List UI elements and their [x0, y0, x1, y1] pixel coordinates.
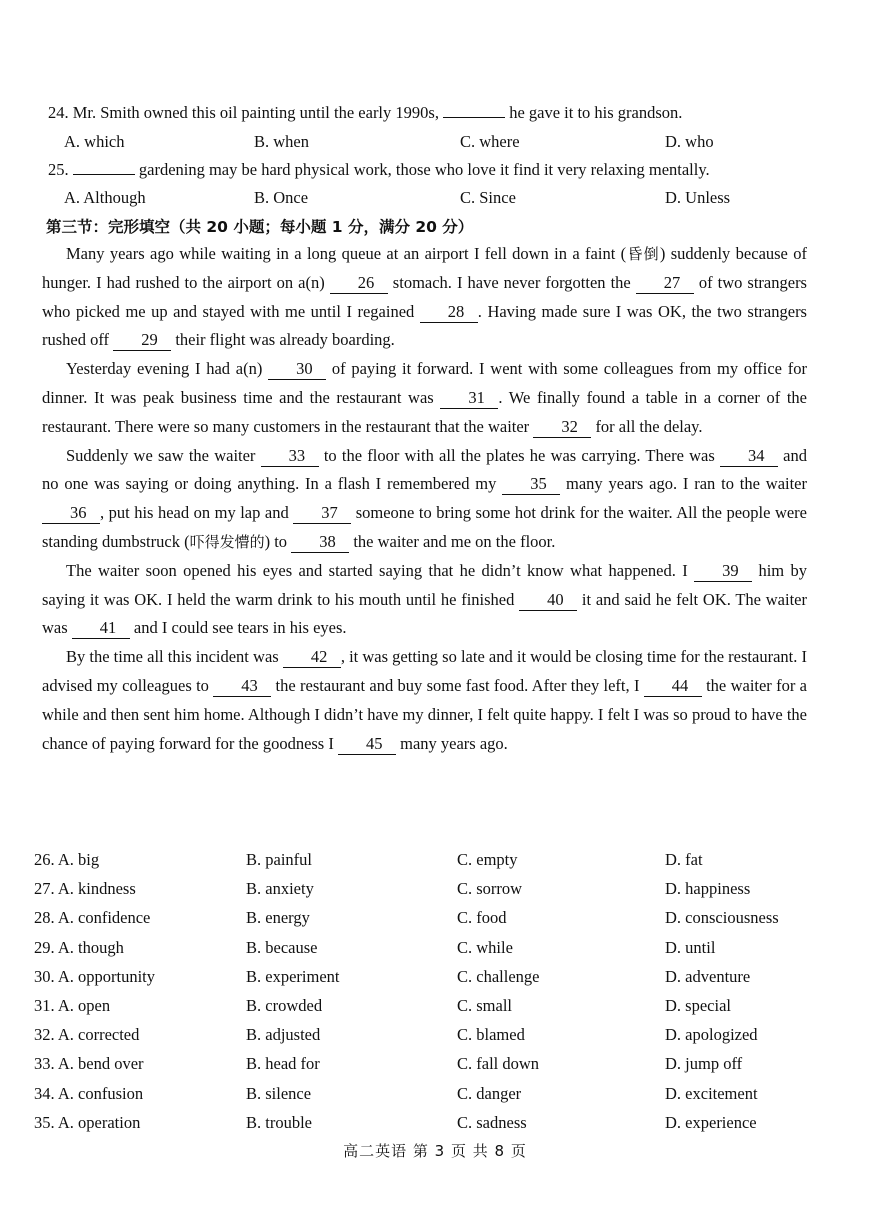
option-c: C. fall down — [457, 1054, 540, 1074]
option-c: C. small — [457, 995, 513, 1015]
blank-31: 31 — [440, 388, 498, 409]
question-24 — [48, 99, 828, 128]
p2-text: of paying it forward. I went with some colleagues from my office for dinner. It was peak business time and the restaurant was — [42, 359, 807, 407]
option-d: D. apologized — [665, 1025, 758, 1045]
paragraph-5 — [42, 643, 807, 758]
option-a: 27. A. kindness — [34, 879, 136, 899]
p3-text: someone to bring some hot drink for the waiter. All the people were standing dumbstruck ( — [42, 503, 807, 551]
option-b: B. experiment — [246, 966, 340, 986]
q25-stem-a: 25. — [48, 160, 69, 179]
blank-27: 27 — [636, 273, 694, 294]
option-b: B. crowded — [246, 995, 323, 1015]
option-a: 33. A. bend over — [34, 1054, 144, 1074]
option-b: B. because — [246, 937, 318, 957]
blank-28: 28 — [420, 302, 478, 323]
q25-options — [64, 184, 824, 212]
q24-options — [64, 128, 824, 156]
q24-blank — [443, 99, 505, 118]
p3-text: , put his head on my lap and — [100, 503, 294, 523]
option-row-27 — [34, 875, 824, 904]
cloze-options — [34, 846, 824, 1138]
option-a: 26. A. big — [34, 850, 100, 869]
p1-text: Many years ago while waiting in a long queue at an airport I fell down in a faint ( — [66, 244, 627, 263]
option-d: D. experience — [665, 1112, 757, 1132]
p5-text: , it was getting so late and it would be closing time for the restaurant. I advised my colleagues to — [42, 647, 807, 695]
option-d: D. happiness — [665, 879, 751, 899]
blank-39: 39 — [694, 561, 752, 582]
p1-chinese-gloss: 昏倒 — [626, 245, 660, 263]
option-d: D. adventure — [665, 966, 751, 986]
paragraph-4 — [42, 557, 807, 643]
p4-text: The waiter soon opened his eyes and started saying that he didn’t know what happened. I — [66, 560, 695, 580]
paragraph-2 — [42, 355, 807, 441]
q25-option-a: A. Although — [64, 188, 146, 207]
option-b: B. trouble — [246, 1112, 312, 1132]
option-c: C. empty — [457, 850, 518, 869]
blank-44: 44 — [644, 676, 702, 697]
blank-43: 43 — [213, 676, 271, 697]
q25-option-c: C. Since — [460, 188, 516, 207]
q24-option-a: A. which — [64, 132, 125, 151]
p4-text: and I could see tears in his eyes. — [129, 618, 347, 638]
blank-42: 42 — [283, 647, 341, 668]
paragraph-1 — [42, 240, 807, 355]
p5-text: many years ago. — [395, 733, 508, 753]
q25-blank — [73, 156, 135, 175]
p3-text: the waiter and me on the floor. — [349, 531, 556, 551]
option-row-32 — [34, 1021, 824, 1050]
option-row-26 — [34, 846, 824, 875]
blank-37: 37 — [293, 503, 351, 524]
option-row-35 — [34, 1109, 824, 1138]
q25-option-d: D. Unless — [665, 188, 731, 207]
option-a: 30. A. opportunity — [34, 966, 156, 986]
q24-option-b: B. when — [254, 132, 309, 151]
option-d: D. consciousness — [665, 908, 779, 928]
option-c: C. danger — [457, 1083, 522, 1103]
p3-text: ) to — [264, 531, 292, 551]
p2-text: . We finally found a table in a corner of the restaurant. There were so many customers in the restaurant that the waiter — [42, 387, 807, 436]
option-b: B. energy — [246, 908, 310, 928]
option-d: D. jump off — [665, 1054, 743, 1074]
cloze-passage — [42, 240, 807, 758]
p3-text: many years ago. I ran to the waiter — [560, 474, 808, 494]
p1-text: . Having made sure I was OK, the two strangers rushed off — [42, 301, 807, 350]
p2-text: for all the delay. — [591, 416, 703, 436]
blank-26: 26 — [330, 273, 388, 294]
p3-text: and no one was saying or doing anything. In a flash I remembered my — [42, 445, 807, 494]
option-row-31 — [34, 992, 824, 1021]
option-a: 29. A. though — [34, 937, 124, 957]
blank-45: 45 — [338, 734, 396, 755]
option-row-28 — [34, 904, 824, 933]
option-d: D. until — [665, 937, 716, 957]
p5-text: the restaurant and buy some fast food. After they left, I — [271, 675, 644, 695]
option-row-30 — [34, 963, 824, 992]
p3-text: Suddenly we saw the waiter — [66, 445, 261, 465]
p3-text: to the floor with all the plates he was carrying. There was — [318, 445, 720, 465]
option-a: 35. A. operation — [34, 1112, 141, 1132]
q24-stem-b: he gave it to his grandson. — [509, 103, 683, 122]
p2-text: Yesterday evening I had a(n) — [66, 359, 269, 379]
option-c: C. food — [457, 908, 507, 928]
option-c: C. sorrow — [457, 879, 523, 899]
q25-stem-b: gardening may be hard physical work, those who love it find it very relaxing mentally. — [138, 160, 710, 179]
blank-30: 30 — [268, 359, 326, 380]
p3-chinese-gloss: 吓得发懵的 — [189, 532, 265, 551]
option-c: C. sadness — [457, 1112, 527, 1132]
option-row-29 — [34, 934, 824, 963]
blank-41: 41 — [72, 618, 130, 639]
option-a: 34. A. confusion — [34, 1083, 144, 1103]
blank-40: 40 — [519, 590, 577, 611]
option-d: D. special — [665, 995, 731, 1015]
q25-option-b: B. Once — [254, 188, 309, 207]
option-row-34 — [34, 1080, 824, 1109]
question-25 — [48, 156, 828, 185]
blank-34: 34 — [720, 446, 778, 467]
blank-32: 32 — [533, 417, 591, 438]
p5-text: the waiter for a while and then sent him home. Although I didn’t have my dinner, I felt quite happy. I felt I was so proud to have the chance of paying forward for the goodness I — [42, 675, 807, 753]
p4-text: him by saying it was OK. I held the warm drink to his mouth until he finished — [42, 560, 808, 609]
option-b: B. painful — [246, 850, 312, 869]
p4-text: it and said he felt OK. The waiter was — [42, 589, 807, 638]
blank-29: 29 — [113, 330, 171, 351]
option-c: C. blamed — [457, 1025, 525, 1045]
section-title: 第三节：完形填空（共 20 小题；每小题 1 分，满分 20 分） — [46, 218, 474, 236]
option-b: B. head for — [246, 1054, 320, 1074]
q24-option-c: C. where — [460, 132, 520, 151]
option-b: B. anxiety — [246, 879, 314, 899]
option-c: C. while — [457, 937, 513, 957]
p5-text: By the time all this incident was — [66, 647, 283, 667]
p1-text: ) suddenly because of hunger. I had rushed to the airport on a(n) — [42, 244, 807, 292]
q24-option-d: D. who — [665, 132, 714, 151]
q24-stem-a: 24. Mr. Smith owned this oil painting until the early 1990s, — [48, 103, 439, 122]
blank-33: 33 — [261, 446, 319, 467]
option-a: 31. A. open — [34, 995, 111, 1015]
option-b: B. silence — [246, 1083, 312, 1103]
option-d: D. excitement — [665, 1083, 758, 1103]
option-c: C. challenge — [457, 966, 540, 986]
option-a: 32. A. corrected — [34, 1025, 140, 1045]
page-footer: 高二英语 第 3 页 共 8 页 — [343, 1142, 527, 1160]
p1-text: their flight was already boarding. — [171, 330, 395, 350]
option-row-33 — [34, 1050, 824, 1079]
option-d: D. fat — [665, 850, 703, 869]
option-a: 28. A. confidence — [34, 908, 151, 928]
option-b: B. adjusted — [246, 1025, 321, 1045]
blank-36: 36 — [42, 503, 100, 524]
paragraph-3 — [42, 442, 807, 557]
p1-text: stomach. I have never forgotten the — [387, 272, 636, 292]
blank-35: 35 — [502, 474, 560, 495]
p1-text: of two strangers who picked me up and stayed with me until I regained — [42, 272, 807, 321]
blank-38: 38 — [291, 532, 349, 553]
